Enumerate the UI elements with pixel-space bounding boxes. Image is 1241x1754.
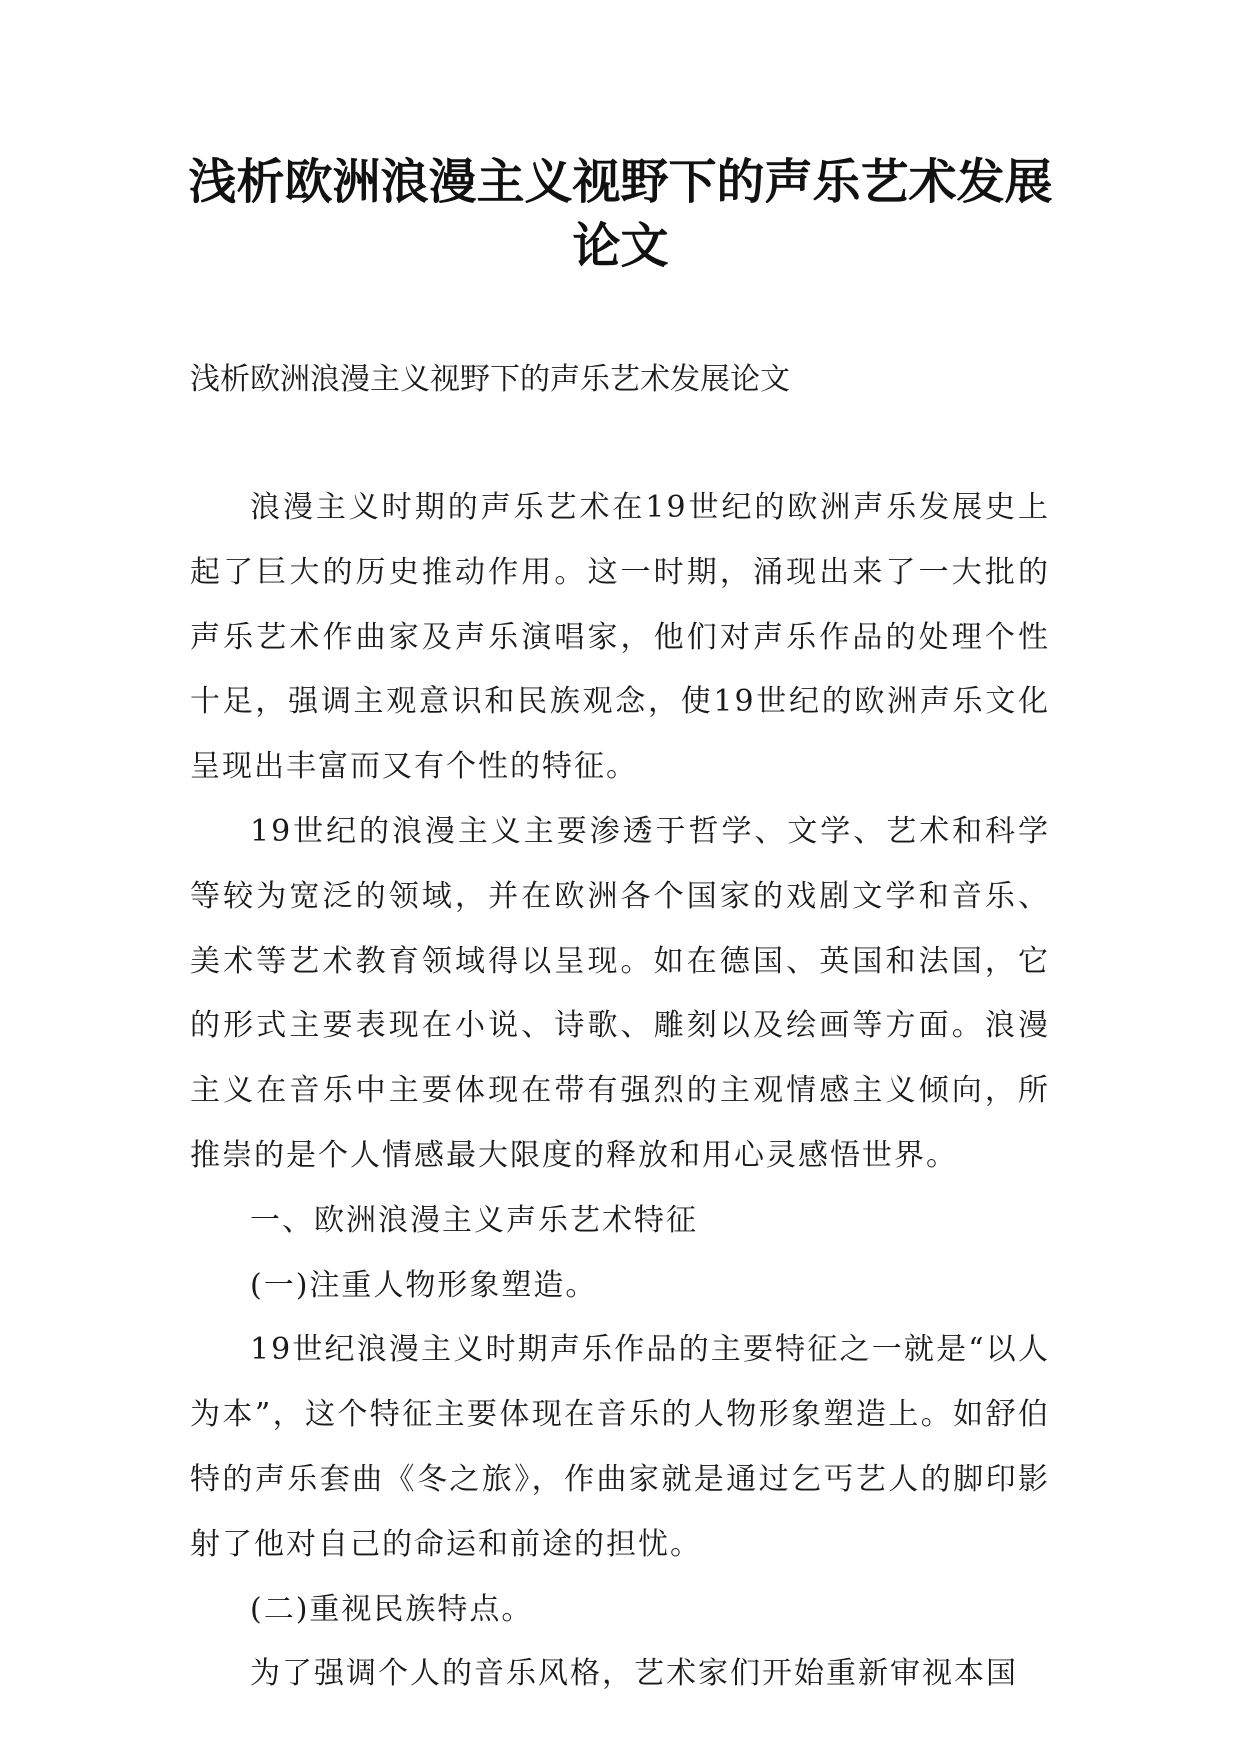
document-title: [150, 150, 1091, 278]
paragraph-character: 19世纪浪漫主义时期声乐作品的主要特征之一就是“以人为本”，这个特征主要体现在音乐的人物形象塑造上。如舒伯特的声乐套曲《冬之旅》，作曲家就是通过乞丐艺人的脚印影射了他对自己的命运和前途的担忧。: [190, 1332, 1050, 1562]
document-subtitle: 浅析欧洲浪漫主义视野下的声乐艺术发展论文: [190, 362, 790, 397]
paragraph-national: 为了强调个人的音乐风格，艺术家们开始重新审视本国: [250, 1656, 1018, 1692]
subsection-heading-2: (二)重视民族特点。: [250, 1591, 534, 1627]
section-heading-1: 一、欧洲浪漫主义声乐艺术特征: [250, 1202, 698, 1238]
paragraph-romanticism: 19世纪的浪漫主义主要渗透于哲学、文学、艺术和科学等较为宽泛的领域，并在欧洲各个国家的戏剧文学和音乐、美术等艺术教育领域得以呈现。如在德国、英国和法国，它的形式主要表现在小说、诗歌、雕刻以及绘画等方面。浪漫主义在音乐中主要体现在带有强烈的主观情感主义倾向，所推崇的是个人情感最大限度的释放和用心灵感悟世界。: [190, 813, 1050, 1173]
document-body: [190, 476, 1050, 1707]
title-line-2: 论文: [572, 218, 669, 274]
title-line-1: 浅析欧洲浪漫主义视野下的声乐艺术发展: [188, 154, 1053, 210]
subsection-heading-1: (一)注重人物形象塑造。: [250, 1267, 598, 1303]
paragraph-intro: 浪漫主义时期的声乐艺术在19世纪的欧洲声乐发展史上起了巨大的历史推动作用。这一时期，涌现出来了一大批的声乐艺术作曲家及声乐演唱家，他们对声乐作品的处理个性十足，强调主观意识和民族观念，使19世纪的欧洲声乐文化呈现出丰富而又有个性的特征。: [190, 490, 1050, 785]
